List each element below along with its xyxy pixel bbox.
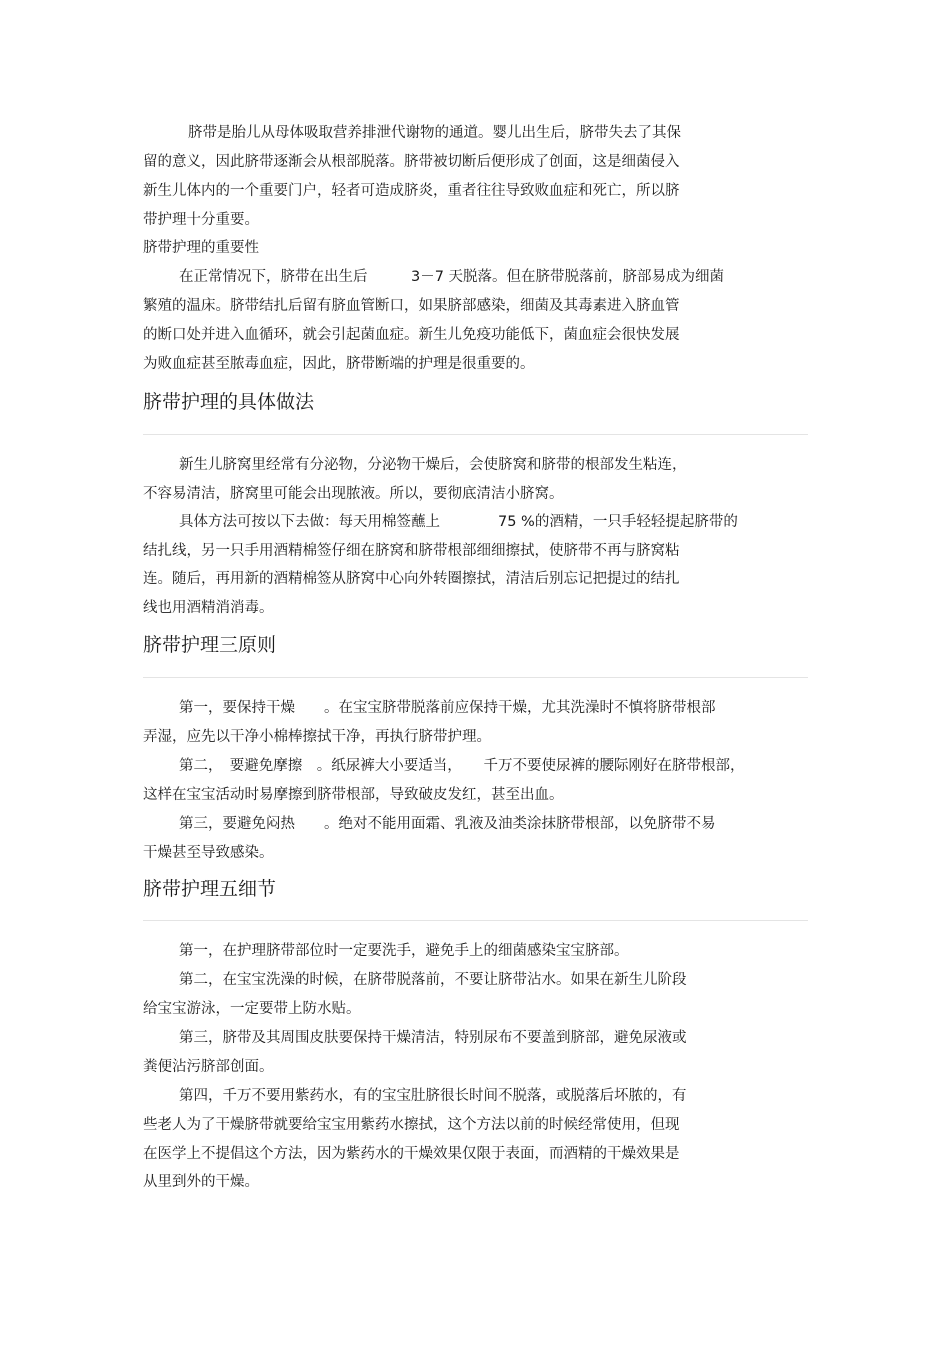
principles-line-3: 第二， 要避免摩擦 。纸尿裤大小要适当， 千万不要使尿裤的腰际刚好在脐带根部， [179,758,745,774]
methods-line-5: 连。随后，再用新的酒精棉签从脐窝中心向外转圈擦拭，清洁后别忘记把提过的结扎 [143,571,680,587]
importance-line-3: 的断口处并进入血循环，就会引起菌血症。新生儿免疫功能低下，菌血症会很快发展 [143,327,680,343]
intro-line-4: 带护理十分重要。 [143,212,259,228]
details-divider [143,920,808,921]
principles-line-5: 第三，要避免闷热 。绝对不能用面霜、乳液及油类涂抹脐带根部，以免脐带不易 [179,816,716,832]
details-line-8: 在医学上不提倡这个方法，因为紫药水的干燥效果仅限于表面，而酒精的干燥效果是 [143,1146,680,1162]
principles-line-6: 干燥甚至导致感染。 [143,845,274,861]
methods-line-1: 新生儿脐窝里经常有分泌物，分泌物干燥后，会使脐窝和脐带的根部发生粘连， [179,457,687,473]
details-line-3: 给宝宝游泳，一定要带上防水贴。 [143,1001,361,1017]
methods-line-2: 不容易清洁，脐窝里可能会出现脓液。所以，要彻底清洁小脐窝。 [143,486,564,502]
details-heading: 脐带护理五细节 [143,878,277,900]
importance-title: 脐带护理的重要性 [143,240,259,256]
methods-heading: 脐带护理的具体做法 [143,391,315,413]
intro-line-2: 留的意义，因此脐带逐渐会从根部脱落。脐带被切断后便形成了创面，这是细菌侵入 [143,154,680,170]
methods-line-4: 结扎线，另一只手用酒精棉签仔细在脐窝和脐带根部细细擦拭，使脐带不再与脐窝粘 [143,543,680,559]
methods-line-3: 具体方法可按以下去做：每天用棉签蘸上 75 %的酒精，一只手轻轻提起脐带的 [179,514,738,530]
intro-line-3: 新生儿体内的一个重要门户，轻者可造成脐炎，重者往往导致败血症和死亡，所以脐 [143,183,680,199]
details-line-1: 第一，在护理脐带部位时一定要洗手，避免手上的细菌感染宝宝脐部。 [179,943,629,959]
importance-line-2: 繁殖的温床。脐带结扎后留有脐血管断口，如果脐部感染，细菌及其毒素进入脐血管 [143,298,680,314]
principles-line-1: 第一，要保持干燥 。在宝宝脐带脱落前应保持干燥，尤其洗澡时不慎将脐带根部 [179,700,716,716]
details-line-5: 粪便沾污脐部创面。 [143,1059,274,1075]
details-line-2: 第二，在宝宝洗澡的时候，在脐带脱落前，不要让脐带沾水。如果在新生儿阶段 [179,972,687,988]
methods-divider [143,434,808,435]
principles-line-4: 这样在宝宝活动时易摩擦到脐带根部，导致破皮发红，甚至出血。 [143,787,564,803]
importance-line-4: 为败血症甚至脓毒血症，因此，脐带断端的护理是很重要的。 [143,356,535,372]
principles-line-2: 弄湿，应先以干净小棉棒擦拭干净，再执行脐带护理。 [143,729,491,745]
details-line-6: 第四，千万不要用紫药水，有的宝宝肚脐很长时间不脱落，或脱落后坏脓的，有 [179,1088,687,1104]
intro-line-1: 脐带是胎儿从母体吸取营养排泄代谢物的通道。婴儿出生后，脐带失去了其保 [188,125,681,141]
methods-line-6: 线也用酒精消消毒。 [143,600,274,616]
importance-line-1: 在正常情况下，脐带在出生后 3－7 天脱落。但在脐带脱落前，脐部易成为细菌 [179,269,725,285]
principles-heading: 脐带护理三原则 [143,634,277,656]
principles-divider [143,677,808,678]
details-line-7: 些老人为了干燥脐带就要给宝宝用紫药水擦拭，这个方法以前的时候经常使用，但现 [143,1117,680,1133]
details-line-4: 第三，脐带及其周围皮肤要保持干燥清洁，特别尿布不要盖到脐部，避免尿液或 [179,1030,687,1046]
details-line-9: 从里到外的干燥。 [143,1174,259,1190]
